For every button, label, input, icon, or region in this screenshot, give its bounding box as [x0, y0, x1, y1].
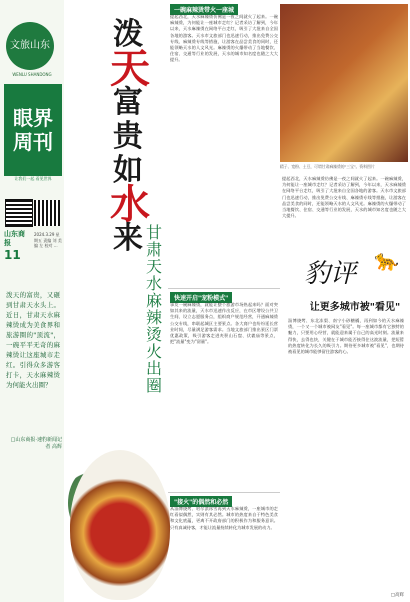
headline-char-red: 天: [110, 46, 150, 92]
commentary-banner-text: 豹评: [304, 259, 357, 289]
paper-name: 山东商报: [4, 230, 25, 247]
headline-char: 泼: [113, 17, 143, 52]
headline-char: 来: [113, 221, 143, 256]
leopard-icon: 🐆: [374, 248, 399, 272]
issue-number-block: [4, 230, 30, 262]
subtitle-char: 水: [145, 274, 162, 293]
logo-text: 文旅山东: [10, 40, 50, 51]
malatang-photo: [280, 4, 408, 162]
divider: [168, 492, 280, 493]
section-body: 提起西北，天水麻辣烫仿佛是一夜之间就火了起来。一碗麻辣烫，为何能让一座城市走红？记者采访了解到，今年以来，天水麻辣烫在网络平台走红，吸引了大批来自全国各地的游客。天水市文旅部门也迅速行动，推出免费公交专线、麻辣烫专线等措施，让游客在品尝美食的同时，还能领略天水的人文风光。麻辣烫的火爆带动了当地餐饮、住宿、交通等行业的发展，天水的城市知名度也随之大大提升。: [170, 14, 278, 63]
issue-meta: 2024.3.29 星期五 责编 刘 美编 左 校对 ...: [34, 232, 62, 248]
subtitle-char: 圈: [145, 376, 162, 395]
divider: [168, 288, 280, 289]
subtitle-char: 烫: [145, 325, 162, 344]
brand-title: 眼界周刊: [4, 84, 62, 176]
masthead-logo: [6, 22, 54, 70]
subtitle-char: 肃: [145, 240, 162, 259]
logo-subtitle: WENLU SHANDONG: [12, 72, 52, 77]
malatang-bowl-image: [70, 450, 170, 600]
headline-subtitle: [143, 224, 165, 394]
subtitle-char: 麻: [145, 291, 162, 310]
section-heading: "接火"的偶然和必然: [170, 496, 232, 507]
headline-char: 贵: [113, 119, 143, 154]
intro-text: 泼天的富贵，又砸到甘肃天水头上。近日，甘肃天水麻辣烫成为美食界和旅游圈的"顶流"，一碗平平无奇的麻辣烫让这座城市走红。引得众多游客打卡，天水麻辣烫为何能火出圈？: [6, 291, 60, 389]
headline-char-red: 水: [110, 182, 150, 228]
headline: [110, 17, 150, 256]
commentary-author: □高辉: [390, 593, 404, 598]
headline-char: 富: [113, 85, 143, 120]
photo-caption: 精子、宽粉、土豆，可谓甘肃麻辣烫的"三宝"。资料图片: [280, 164, 375, 169]
commentary-banner: [300, 252, 370, 290]
section-body: 从淄博烧烤、哈尔滨冰雪再到天水麻辣烫，一座城市的走红看似偶然，实则有其必然。城市的热度来自于特色美食和文化底蕴，更离不开政府部门的积极作为和服务意识。只有真诚待客，才能让流量持续转化为城市发展的动力。: [170, 506, 278, 530]
qr-code-icon: [34, 200, 60, 226]
issue-number: 11: [4, 248, 21, 262]
subtitle-char: 甘: [145, 223, 162, 242]
qr-code-icon: [6, 200, 32, 226]
subtitle-char: 出: [145, 359, 162, 378]
commentary-title: 让更多城市被"看见": [309, 302, 401, 313]
section-body: 事发一碗麻辣烫，就能让整个旅游市场热起来吗？面对突如其来的流量，天水市迅速作出反应，在市区增设公共卫生间、设立志愿服务点，组织商户规范经营，开通麻辣烫公交专线，串联起城区主要景点。各大商户也纷纷延长营业时间，尽量满足游客需求。当地文旅部门推出景区门票优惠政策，吸引游客走进麦积山石窟、伏羲庙等景点，把"流量"变为"留量"。: [170, 302, 278, 345]
section-heading: 一碗麻辣烫带火一座城: [170, 4, 238, 15]
intro-author: □山东商报·速豹新闻记者 高辉: [10, 437, 62, 450]
brand-subtitle: 让我们一起 看见世界: [14, 176, 52, 181]
commentary-body: 淄博烧烤、东北冻梨、南宁小砂糖橘，再到如今的天水麻辣烫，一个又一个城市被网友"看见"。每一座城市都有它独特的魅力，只要用心经营，就能迎来属于自己的高光时刻。流量来得快，去得也快，关键在于城市能否接得住这波流量，把短暂的热度转化为长久的吸引力。期待更多城市被"看见"，也期待被看见的城市能够留住游客的心。: [288, 318, 404, 355]
headline-char: 如: [113, 153, 143, 188]
subtitle-char: 天: [145, 257, 162, 276]
subtitle-char: 辣: [145, 308, 162, 327]
section-heading: 快速开启"宠粉模式": [170, 292, 232, 303]
section-body-continued: 提起西北，天水麻辣烫仿佛是一夜之间就火了起来。一碗麻辣烫，为何能让一座城市走红？记者采访了解到，今年以来，天水麻辣烫在网络平台走红，吸引了大批来自全国各地的游客。天水市文旅部门也迅速行动，推出免费公交专线、麻辣烫专线等措施，让游客在品尝美食的同时，还能领略天水的人文风光。麻辣烫的火爆带动了当地餐饮、住宿、交通等行业的发展，天水的城市知名度也随之大大提升。: [282, 176, 406, 219]
subtitle-char: 火: [145, 342, 162, 361]
